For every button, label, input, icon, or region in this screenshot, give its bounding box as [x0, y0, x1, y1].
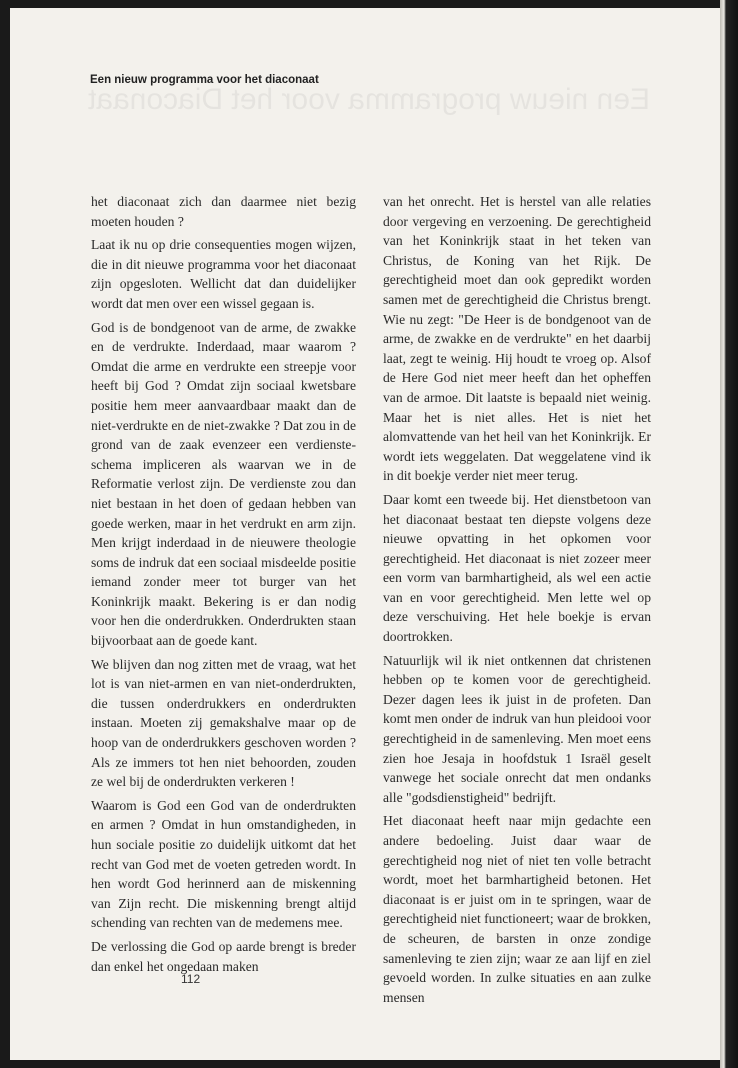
paragraph: het diaconaat zich dan daarmee niet bezig moeten houden ? [91, 194, 356, 229]
left-column [91, 192, 356, 980]
paragraph: Waarom is God een God van de onderdrukten en armen ? Omdat in hun omstandigheden, in hun sociale positie zo duidelijk uitkomt dat het recht van God met de voeten getreden wordt. In hen wordt God herinnerd aan de miskenning van Zijn recht. Die miskenning brengt altijd schending van rechten van de medemens mee. [91, 797, 356, 931]
running-head: Een nieuw programma voor het diaconaat [90, 74, 319, 86]
bleed-through-title: Een nieuw programma voor het Diaconaat [88, 83, 650, 116]
book-page [10, 8, 720, 1060]
page-number: 112 [181, 972, 201, 986]
paragraph: Het diaconaat heeft naar mijn gedachte een andere bedoeling. Juist daar waar de gerechtigheid nog niet of niet ten volle betracht wordt, moet het barmhartigheid betonen. Het diaconaat is er juist om in te springen, waar de gerechtigheid niet functioneert; waar de brokken, de scheuren, de barsten in onze zondige samenleving te zien zijn; waar ze aan lijf en ziel gevoeld worden. In zulke situaties en aan zulke mensen [383, 813, 651, 1005]
page-edge [720, 0, 738, 1068]
paragraph: De verlossing die God op aarde brengt is breder dan enkel het ongedaan maken [91, 938, 356, 974]
paragraph: God is de bondgenoot van de arme, de zwakke en de verdrukte. Inderdaad, maar waarom ? Omdat die arme en verdrukte een streepje voor heeft bij God ? Omdat zijn sociaal kwetsbare positie hem meer aanvaardbaar maakt dan de niet-verdrukte en de niet-zwakke ? Dat zou in de grond van de zaak evenzeer een verdienste-schema impliceren als waarvan we in de Reformatie verlost zijn. De verdienste zou dan niet bestaan in het doen of gedaan hebben van goede werken, maar in het verdrukt en arm zijn. Men krijgt inderdaad in de nieuwere theologie soms de indruk dat een sociaal misdeelde positie iemand zonder meer tot burger van het Koninkrijk maakt. Bekering is er dan nodig voor hen die onderdrukken. Onderdrukten staan bijvoorbaat aan de goede kant. [91, 319, 356, 649]
right-column [383, 192, 651, 1011]
paragraph: Daar komt een tweede bij. Het dienstbetoon van het diaconaat bestaat ten diepste volgens deze nieuwe opvatting in het opkomen voor gerechtigheid. Het diaconaat is niet zozeer meer een vorm van barmhartigheid, als wel een actie van en voor gerechtigheid. Men lette wel op deze verschuiving. Het hele boekje is ervan doortrokken. [383, 491, 651, 645]
paragraph: We blijven dan nog zitten met de vraag, wat het lot is van niet-armen en van niet-onderdrukten, die tussen onderdrukkers en onderdrukten instaan. Moeten zij gemakshalve maar op de hoop van de onderdrukkers geschoven worden ? Als ze immers tot hen niet behoorden, zouden ze wel bij de onderdrukten verkeren ! [91, 656, 356, 790]
paragraph: van het onrecht. Het is herstel van alle relaties door vergeving en verzoening. De gerechtigheid van het Koninkrijk staat in het teken van Christus, de Koning van het Rijk. De gerechtigheid moet dan ook gepredikt worden samen met de gerechtigheid die Christus brengt. Wie nu zegt: "De Heer is de bondgenoot van de arme, de zwakke en de verdrukte" en het daarbij laat, zegt te weinig. Hij houdt te vroeg op. Alsof de Here God niet meer heeft dan het opheffen van de armoe. Dit laatste is bepaald niet weinig. Maar het is niet alles. Het is niet het alomvattende van het heil van het Koninkrijk. Er wordt iets weggelaten. Dat weggelatene vind ik in dit boekje verder niet meer terug. [383, 194, 651, 484]
paragraph: Laat ik nu op drie consequenties mogen wijzen, die in dit nieuwe programma voor het diaconaat zijn opgesloten. Wellicht dat dan duidelijker wordt dat men over een wissel gegaan is. [91, 237, 356, 311]
paragraph: Natuurlijk wil ik niet ontkennen dat christenen hebben op te komen voor de gerechtigheid. Dezer dagen lees ik juist in de profeten. Dan komt men onder de indruk van hun pleidooi voor gerechtigheid in de samenleving. Men moet eens zien hoe Jesaja in hoofdstuk 1 Israël geselt vanwege het sociale onrecht dat men ondanks alle "godsdienstigheid" bedrijft. [383, 652, 651, 805]
